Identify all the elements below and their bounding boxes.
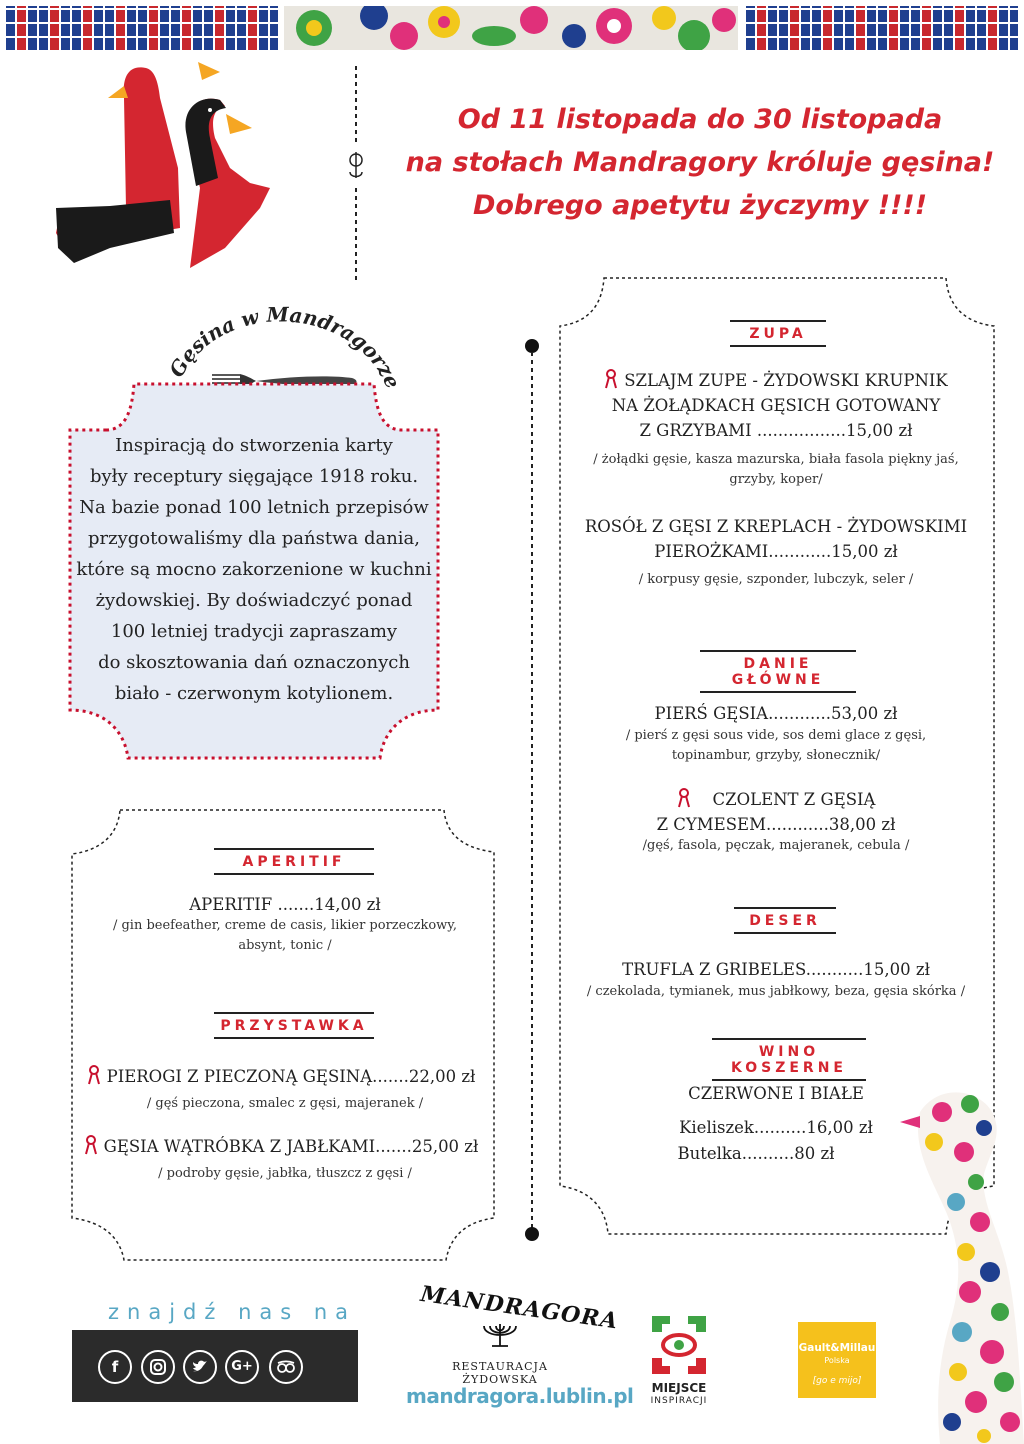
google-plus-icon[interactable]: G+ bbox=[225, 1350, 259, 1384]
headline-line-2: na stołach Mandragory króluje gęsina! bbox=[405, 147, 995, 178]
menu-desc: / pierś z gęsi sous vide, sos demi glace z gęsi, bbox=[625, 728, 927, 743]
menu-desc: / gęś pieczona, smalec z gęsi, majeranek / bbox=[146, 1096, 424, 1111]
twitter-glyph bbox=[185, 1352, 215, 1382]
section-heading-przystawka: PRZYSTAWKA bbox=[214, 1012, 374, 1039]
ribbon-icon bbox=[87, 1065, 101, 1085]
intro-line: żydowskiej. By doświadczyć ponad bbox=[95, 590, 413, 611]
menu-item-czolent bbox=[566, 787, 986, 837]
gault-millau-title: Gault&Millau bbox=[798, 1342, 876, 1354]
section-heading-zupa: ZUPA bbox=[730, 320, 826, 347]
miejsce-inspiracji-label bbox=[640, 1382, 718, 1408]
ribbon-icon bbox=[677, 788, 691, 808]
menu-desc: / żołądki gęsie, kasza mazurska, biała fasola piękny jaś, bbox=[593, 452, 959, 467]
menu-desc: /gęś, fasola, pęczak, majeranek, cebula / bbox=[642, 838, 910, 853]
geese-illustration bbox=[50, 58, 290, 270]
intro-line: przygotowaliśmy dla państwa dania, bbox=[87, 528, 421, 549]
intro-line: 100 letniej tradycji zapraszamy bbox=[110, 621, 398, 642]
svg-text:Gęsina w Mandragorze: Gęsina w Mandragorze bbox=[164, 302, 406, 392]
mandragora-logo: MANDRAGORA bbox=[418, 1280, 620, 1335]
menu-desc: / czekolada, tymianek, mus jabłkowy, beza, gęsia skórka / bbox=[586, 984, 966, 999]
website-link[interactable]: mandragora.lublin.pl bbox=[406, 1384, 634, 1408]
section-heading-wino: WINO KOSZERNE bbox=[712, 1038, 866, 1081]
center-divider bbox=[522, 336, 542, 1244]
intro-line: Na bazie ponad 100 letnich przepisów bbox=[79, 497, 429, 518]
intro-line: biało - czerwonym kotylionem. bbox=[114, 683, 394, 704]
wine-bottle-price: Butelka..........80 zł bbox=[677, 1144, 835, 1163]
menu-item-pierogi bbox=[76, 1064, 486, 1089]
menu-desc: / podroby gęsie, jabłka, tłuszcz z gęsi / bbox=[158, 1166, 412, 1181]
menu-desc: / gin beefeather, creme de casis, likier porzeczkowy, bbox=[112, 918, 458, 933]
wine-subtitle: CZERWONE I BIAŁE bbox=[688, 1084, 864, 1103]
embroidered-goose-illustration bbox=[880, 1082, 1024, 1444]
twitter-icon[interactable] bbox=[183, 1350, 217, 1384]
miejsce-text: MIEJSCE bbox=[651, 1381, 707, 1395]
tripadvisor-glyph bbox=[271, 1352, 301, 1382]
intro-line: do skosztowania dań oznaczonych bbox=[98, 652, 410, 673]
menu-item-line: PIEROŻKAMI............15,00 zł bbox=[654, 542, 898, 561]
headline-line-3: Dobrego apetytu życzymy !!!! bbox=[472, 190, 928, 221]
menu-item-label: CZOLENT Z GĘSIĄ bbox=[712, 790, 876, 809]
inspiracji-text: INSPIRACJI bbox=[650, 1396, 708, 1406]
menu-item-line: NA ŻOŁĄDKACH GĘSICH GOTOWANY bbox=[611, 396, 941, 415]
menu-item-label: SZLAJM ZUPE - ŻYDOWSKI KRUPNIK bbox=[624, 371, 948, 390]
menu-item-watrobka bbox=[76, 1134, 486, 1159]
ornament-divider bbox=[346, 66, 366, 280]
menu-item-label: GĘSIA WĄTRÓBKA Z JABŁKAMI.......25,00 zł bbox=[103, 1137, 479, 1156]
top-banner-left bbox=[6, 6, 278, 50]
menu-item-szlajm bbox=[566, 368, 986, 443]
menu-desc: absynt, tonic / bbox=[238, 938, 332, 953]
promo-headline bbox=[400, 98, 1000, 227]
gault-millau-polska: Polska bbox=[824, 1356, 850, 1365]
tripadvisor-icon[interactable] bbox=[269, 1350, 303, 1384]
menu-desc: topinambur, grzyby, słonecznik/ bbox=[671, 748, 881, 763]
intro-text bbox=[66, 430, 442, 709]
menu-item-line bbox=[566, 368, 986, 393]
top-banner-right bbox=[746, 6, 1018, 50]
brand-subtitle: RESTAURACJA ŻYDOWSKA bbox=[452, 1360, 548, 1386]
intro-line: były receptury sięgające 1918 roku. bbox=[89, 466, 419, 487]
ribbon-icon bbox=[604, 369, 618, 389]
find-us-label: znajdź nas na bbox=[108, 1300, 357, 1324]
top-banner-flowers bbox=[284, 6, 738, 50]
section-heading-danie: DANIE GŁÓWNE bbox=[700, 650, 856, 693]
instagram-glyph bbox=[143, 1352, 173, 1382]
wine-glass-price: Kieliszek..........16,00 zł bbox=[679, 1118, 873, 1137]
menu-item-line bbox=[566, 787, 986, 812]
menu-item-piers: PIERŚ GĘSIA............53,00 zł bbox=[654, 704, 898, 723]
menu-item-rosol bbox=[566, 514, 986, 564]
menu-item-line: Z GRZYBAMI .................15,00 zł bbox=[639, 421, 913, 440]
section-heading-deser: DESER bbox=[734, 907, 836, 934]
miejsce-inspiracji-logo bbox=[648, 1312, 710, 1378]
instagram-icon[interactable] bbox=[141, 1350, 175, 1384]
menu-item-aperitif: APERITIF .......14,00 zł bbox=[189, 895, 381, 914]
menu-item-label: PIEROGI Z PIECZONĄ GĘSINĄ.......22,00 zł bbox=[106, 1067, 476, 1086]
ribbon-icon bbox=[84, 1135, 98, 1155]
menu-item-line: Z CYMESEM............38,00 zł bbox=[656, 815, 896, 834]
menu-desc: / korpusy gęsie, szponder, lubczyk, seler / bbox=[638, 572, 914, 587]
menorah-icon bbox=[480, 1322, 520, 1350]
intro-line: Inspiracją do stworzenia karty bbox=[115, 435, 393, 456]
headline-line-1: Od 11 listopada do 30 listopada bbox=[457, 104, 943, 135]
gault-millau-slogan: [go e mijo] bbox=[812, 1376, 862, 1386]
section-heading-aperitif: APERITIF bbox=[214, 848, 374, 875]
menu-item-line: ROSÓŁ Z GĘSI Z KREPLACH - ŻYDOWSKIMI bbox=[584, 517, 968, 536]
facebook-icon[interactable]: f bbox=[98, 1350, 132, 1384]
intro-line: które są mocno zakorzenione w kuchni bbox=[76, 559, 432, 580]
menu-item-trufla: TRUFLA Z GRIBELES...........15,00 zł bbox=[622, 960, 930, 979]
menu-desc: grzyby, koper/ bbox=[729, 472, 823, 487]
